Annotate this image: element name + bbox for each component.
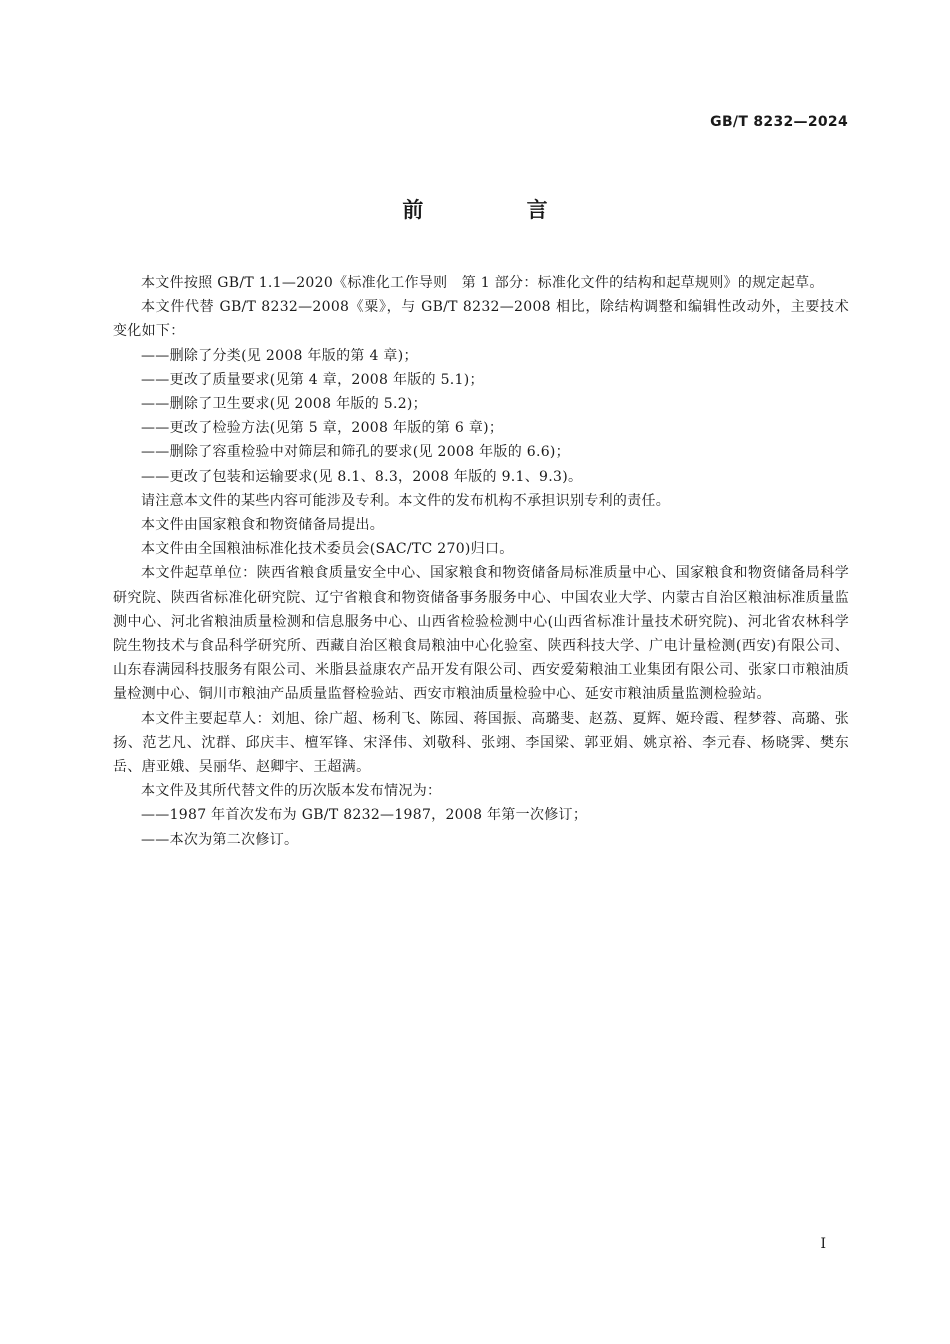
paragraph-drafting-rules: 本文件按照 GB/T 1.1—2020《标准化工作导则 第 1 部分：标准化文件的结构和起草规则》的规定起草。 [141,275,824,291]
paragraph-drafting-units: 本文件起草单位：陕西省粮食质量安全中心、国家粮食和物资储备局标准质量中心、国家粮食和物资储备局科学研究院、陕西省标准化研究院、辽宁省粮食和物资储备事务服务中心、中国农业大学、内蒙古自治区粮油标准质量监测中心、河北省粮油质量检测和信息服务中心、山西省检验检测中心(山西省标准计量技术研究院)、河北省农林科学院生物技术与食品科学研究所、西藏自治区粮食局粮油中心化验室、陕西科技大学、广电计量检测(西安)有限公司、山东春满园科技服务有限公司、米脂县益康农产品开发有限公司、西安爱菊粮油工业集团有限公司、张家口市粮油质量检测中心、铜川市粮油产品质量监督检验站、西安市粮油质量检验中心、延安市粮油质量监测检验站。 [113,565,849,703]
paragraph-replacement: 本文件代替 GB/T 8232—2008《粟》，与 GB/T 8232—2008 相比，除结构调整和编辑性改动外，主要技术变化如下： [113,299,849,340]
history-item-second-revision: ——本次为第二次修订。 [141,831,299,848]
paragraph-proposer: 本文件由国家粮食和物资储备局提出。 [141,517,385,534]
change-item-quality: ——更改了质量要求(见第 4 章，2008 年版的 5.1)； [141,371,484,388]
paragraph-committee: 本文件由全国粮油标准化技术委员会(SAC/TC 270)归口。 [141,541,514,558]
change-item-hygiene: ——删除了卫生要求(见 2008 年版的 5.2)； [141,396,427,413]
page-number: I [820,1236,826,1252]
change-item-test-method: ——更改了检验方法(见第 5 章，2008 年版的第 6 章)； [141,420,504,437]
change-item-sieve: ——删除了容重检验中对筛层和筛孔的要求(见 2008 年版的 6.6)； [141,444,570,461]
history-item-first-release: ——1987 年首次发布为 GB/T 8232—1987，2008 年第一次修订； [141,807,588,824]
foreword-body [113,271,849,852]
change-item-packaging: ——更改了包装和运输要求(见 8.1、8.3，2008 年版的 9.1、9.3)。 [141,468,583,485]
paragraph-history-intro: 本文件及其所代替文件的历次版本发布情况为： [141,783,442,800]
paragraph-patent-notice: 请注意本文件的某些内容可能涉及专利。本文件的发布机构不承担识别专利的责任。 [141,492,671,509]
paragraph-drafters: 本文件主要起草人：刘旭、徐广超、杨利飞、陈园、蒋国振、高璐斐、赵荔、夏辉、姬玲霞、程梦蓉、高璐、张扬、范艺凡、沈群、邱庆丰、檀军锋、宋泽伟、刘敬科、张翊、李国梁、郭亚娟、姚京裕、李元春、杨晓霁、樊东岳、唐亚娥、吴丽华、赵卿宇、王超满。 [113,710,849,776]
standard-code: GB/T 8232—2024 [710,114,848,130]
change-item-classification: ——删除了分类(见 2008 年版的第 4 章)； [141,347,418,364]
page-title: 前 言 [402,198,596,222]
